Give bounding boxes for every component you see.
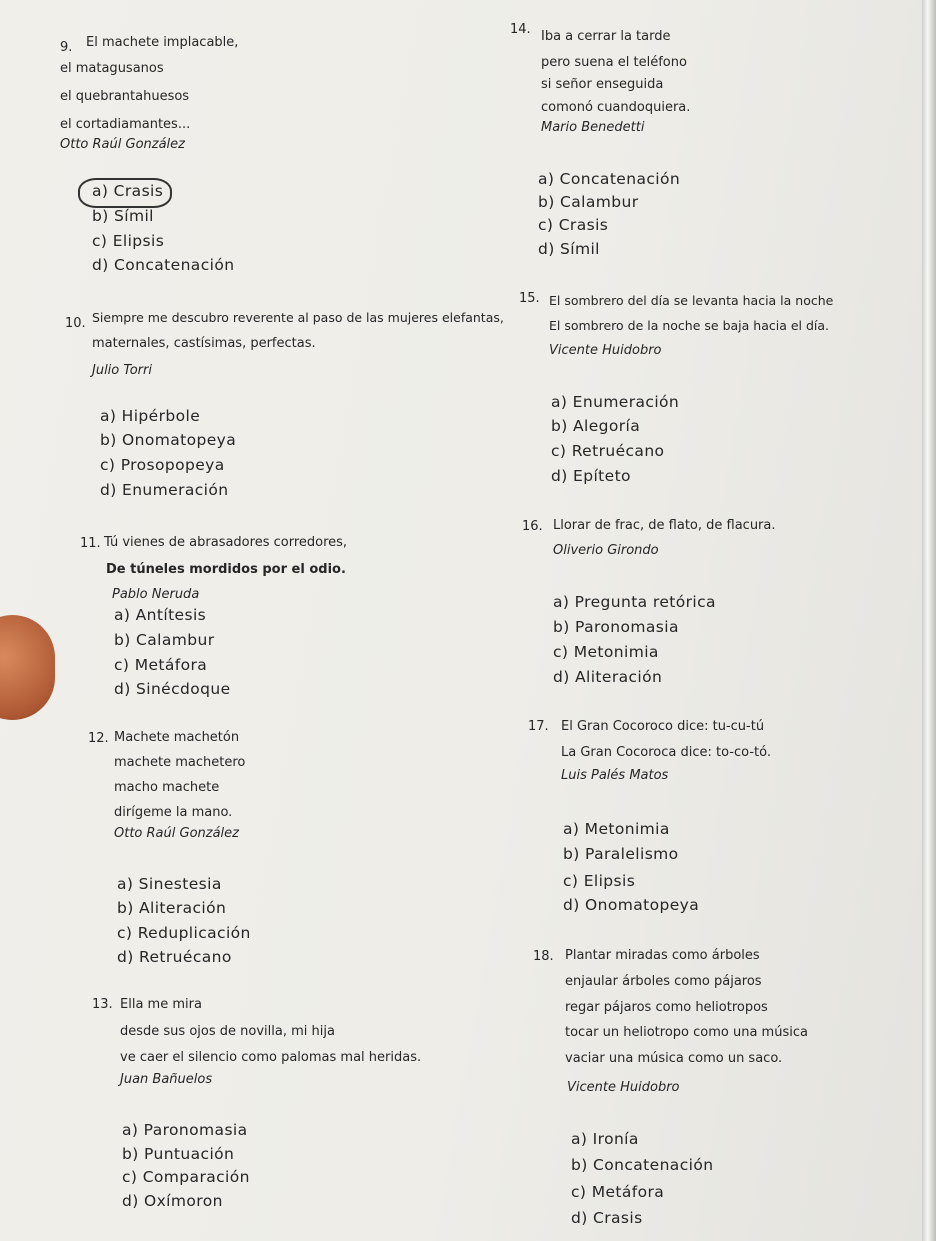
option-a[interactable]: a) Hipérbole <box>100 407 201 425</box>
option-d[interactable]: d) Símil <box>538 240 600 258</box>
quote-line: comonó cuandoquiera. <box>541 100 691 115</box>
option-b[interactable]: b) Onomatopeya <box>100 431 237 449</box>
option-d[interactable]: d) Crasis <box>571 1209 643 1227</box>
option-a[interactable]: a) Sinestesia <box>117 875 222 893</box>
option-d[interactable]: d) Enumeración <box>100 481 229 499</box>
quote-line: Llorar de frac, de flato, de flacura. <box>553 518 776 533</box>
option-a[interactable]: a) Metonimia <box>563 820 670 838</box>
question-number: 15. <box>519 291 540 306</box>
quote-line: el cortadiamantes... <box>60 117 191 132</box>
author: Oliverio Girondo <box>553 543 659 558</box>
option-c[interactable]: c) Prosopopeya <box>100 456 225 474</box>
quote-line: Ella me mira <box>120 997 202 1012</box>
author: Vicente Huidobro <box>549 343 662 358</box>
quote-line: El Gran Cocoroco dice: tu-cu-tú <box>561 719 765 734</box>
author: Pablo Neruda <box>112 587 200 602</box>
quote-line: Tú vienes de abrasadores corredores, <box>104 535 348 550</box>
author: Luis Palés Matos <box>561 768 669 783</box>
question-number: 9. <box>60 40 73 55</box>
quote-line: desde sus ojos de novilla, mi hija <box>120 1024 335 1039</box>
question-number: 18. <box>533 949 554 964</box>
question-number: 11. <box>80 536 101 551</box>
option-a[interactable]: a) Ironía <box>571 1130 639 1148</box>
option-b[interactable]: b) Paronomasia <box>553 618 679 636</box>
question-number: 16. <box>522 519 543 534</box>
option-c[interactable]: c) Elipsis <box>92 232 165 250</box>
quote-line: Machete machetón <box>114 730 240 745</box>
quote-line: pero suena el teléfono <box>541 55 687 70</box>
question-number: 10. <box>65 316 86 331</box>
author: Juan Bañuelos <box>120 1072 213 1087</box>
option-b[interactable]: b) Alegoría <box>551 417 641 435</box>
quote-line: Siempre me descubro reverente al paso de las mujeres elefantas, <box>92 310 504 325</box>
option-d[interactable]: d) Epíteto <box>551 467 631 485</box>
option-b[interactable]: b) Calambur <box>114 631 215 649</box>
quote-line: El sombrero del día se levanta hacia la noche <box>549 293 834 308</box>
option-c[interactable]: c) Comparación <box>122 1168 250 1186</box>
question-number: 13. <box>92 997 113 1012</box>
quote-line: machete machetero <box>114 755 246 770</box>
option-c[interactable]: c) Metáfora <box>571 1183 665 1201</box>
option-d[interactable]: d) Onomatopeya <box>563 896 700 914</box>
author: Mario Benedetti <box>541 120 645 135</box>
quote-line: el quebrantahuesos <box>60 89 190 104</box>
page-edge <box>922 0 936 1241</box>
option-a[interactable]: a) Concatenación <box>538 170 681 188</box>
option-b[interactable]: b) Aliteración <box>117 899 227 917</box>
quote-line: tocar un heliotropo como una música <box>565 1025 808 1040</box>
quote-text <box>86 30 238 55</box>
option-c[interactable]: c) Reduplicación <box>117 924 251 942</box>
option-b[interactable]: b) Símil <box>92 207 154 225</box>
question-number: 12. <box>88 731 109 746</box>
quote-line: dirígeme la mano. <box>114 805 233 820</box>
option-b[interactable]: b) Paralelismo <box>563 845 679 863</box>
question-number: 14. <box>510 22 531 37</box>
option-d[interactable]: d) Aliteración <box>553 668 663 686</box>
author: Otto Raúl González <box>60 137 185 152</box>
quote-line: De túneles mordidos por el odio. <box>106 562 346 577</box>
option-d[interactable]: d) Sinécdoque <box>114 680 231 698</box>
quote-line: el matagusanos <box>60 61 164 76</box>
option-d[interactable]: d) Oxímoron <box>122 1192 223 1210</box>
author: Vicente Huidobro <box>567 1080 680 1095</box>
option-c[interactable]: c) Elipsis <box>563 872 636 890</box>
question-number: 17. <box>528 719 549 734</box>
option-c[interactable]: c) Metonimia <box>553 643 659 661</box>
option-b[interactable]: b) Puntuación <box>122 1145 235 1163</box>
quote-line: Plantar miradas como árboles <box>565 948 760 963</box>
quote-line: El sombrero de la noche se baja hacia el día. <box>549 318 830 333</box>
author: Otto Raúl González <box>114 826 239 841</box>
author: Julio Torri <box>92 363 152 378</box>
quote-line: macho machete <box>114 780 220 795</box>
option-d[interactable]: d) Concatenación <box>92 256 235 274</box>
option-c[interactable]: c) Retruécano <box>551 442 665 460</box>
option-a[interactable]: a) Crasis <box>92 182 164 200</box>
option-b[interactable]: b) Concatenación <box>571 1156 714 1174</box>
option-a[interactable]: a) Enumeración <box>551 393 680 411</box>
quote-line: regar pájaros como heliotropos <box>565 1000 768 1015</box>
option-d[interactable]: d) Retruécano <box>117 948 232 966</box>
option-a[interactable]: a) Paronomasia <box>122 1121 248 1139</box>
option-a[interactable]: a) Pregunta retórica <box>553 593 716 611</box>
quote-line: Iba a cerrar la tarde <box>541 29 671 44</box>
quote-line: ve caer el silencio como palomas mal heridas. <box>120 1050 422 1065</box>
quote-line: La Gran Cocoroca dice: to-co-tó. <box>561 745 771 760</box>
option-c[interactable]: c) Crasis <box>538 216 609 234</box>
option-a[interactable]: a) Antítesis <box>114 606 207 624</box>
quote-line: si señor enseguida <box>541 77 664 92</box>
option-c[interactable]: c) Metáfora <box>114 656 208 674</box>
quote-line: El machete implacable, <box>86 35 239 50</box>
quote-line: maternales, castísimas, perfectas. <box>92 336 316 351</box>
quote-line: enjaular árboles como pájaros <box>565 974 762 989</box>
quote-line: vaciar una música como un saco. <box>565 1051 783 1066</box>
option-b[interactable]: b) Calambur <box>538 193 639 211</box>
